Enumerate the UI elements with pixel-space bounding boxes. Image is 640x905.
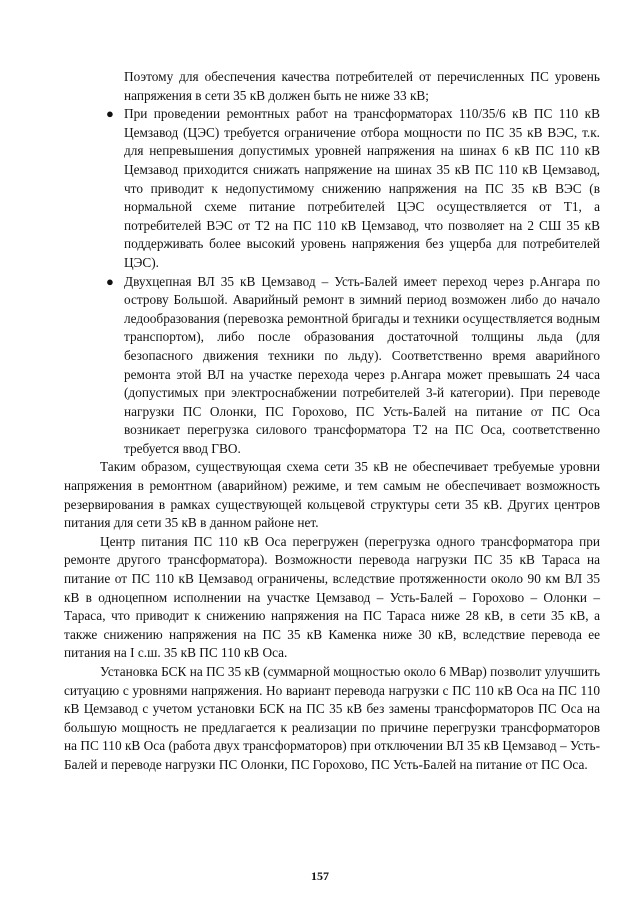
page-number: 157	[311, 869, 329, 883]
bullet-text: При проведении ремонтных работ на трансформаторах 110/35/6 кВ ПС 110 кВ Цемзавод (ЦЭС) требуется ограничение отбора мощности по ПС 35 кВ ВЭС, т.к. для непревышения допустимых уровней напряжения на шинах 6 кВ ПС 110 кВ Цемзавод приходится снижать напряжение на шинах 35 кВ ПС 110 кВ Цемзавод, что приводит к недопустимому снижению напряжения на ПС 35 кВ ВЭС (в нормальной схеме питание потребителей ЦЭС осуществляется от Т1, а потребителей ВЭС от Т2 на ПС 110 кВ Цемзавод, что позволяет на 2 СШ 35 кВ поддерживать более высокий уровень напряжения без ущерба для потребителей ЦЭС).	[124, 106, 600, 270]
bullet-list	[64, 105, 600, 458]
bullet-icon: ●	[106, 273, 114, 289]
bullet-text: Двухцепная ВЛ 35 кВ Цемзавод – Усть-Балей имеет переход через р.Ангара по острову Большой. Аварийный ремонт в зимний период возможен либо до начало ледообразования (перевозка ремонтной бригады и техники осуществляется водным транспортом), либо после образования достаточной толщины льда (для безопасного движения техники по льду). Соответственно время аварийного ремонта этой ВЛ на участке перехода через р.Ангара может превышать 24 часа (допустимых при электроснабжении потребителей 3-й категории). При переводе нагрузки ПС Олонки, ПС Горохово, ПС Усть-Балей на питание от ПС Оса возникает перегрузка силового трансформатора Т2 на ПС Оса, соответственно требуется ввод ГВО.	[124, 273, 600, 456]
bullet-item	[106, 273, 600, 459]
body-paragraph: Центр питания ПС 110 кВ Оса перегружен (перегрузка одного трансформатора при ремонте другого трансформатора). Возможности перевода нагрузки ПС 35 кВ Тараса на питание от ПС 110 кВ Цемзавод ограничены, вследствие протяженности около 90 км ВЛ 35 кВ в одноцепном исполнении на участке Цемзавод – Усть-Балей – Горохово – Олонки – Тараса, что приводит к снижению напряжения на ПС Тараса ниже 28 кВ, в сети 35 кВ, а также снижению напряжения на ПС 35 кВ Каменка ниже 30 кВ, вследствие перевода ее питания на I с.ш. 35 кВ ПС 110 кВ Оса.	[64, 533, 600, 661]
body-paragraph: Таким образом, существующая схема сети 35 кВ не обеспечивает требуемые уровни напряжения в ремонтном (аварийном) режиме, и тем самым не обеспечивает возможность резервирования в рамках существующей кольцевой структуры сети 35 кВ. Других центров питания для сети 35 кВ в данном районе нет.	[64, 459, 600, 531]
document-page	[64, 68, 600, 775]
body-paragraph: Установка БСК на ПС 35 кВ (суммарной мощностью около 6 МВар) позволит улучшить ситуацию с уровнями напряжения. Но вариант перевода нагрузки с ПС 110 кВ Оса на ПС 110 кВ Цемзавод с учетом установки БСК на ПС 35 кВ без замены трансформаторов ПС Оса на большую мощность не предлагается к реализации по причине перегрузки трансформаторов на ПС 110 кВ Оса (работа двух трансформаторов) при отключении ВЛ 35 кВ Цемзавод – Усть-Балей и переводе нагрузки ПС Олонки, ПС Горохово, ПС Усть-Балей на питание от ПС Оса.	[64, 664, 601, 772]
bullet-icon: ●	[106, 106, 114, 122]
bullet-item	[106, 105, 600, 272]
intro-paragraph: Поэтому для обеспечения качества потребителей от перечисленных ПС уровень напряжения в сети 35 кВ должен быть не ниже 33 кВ;	[124, 69, 600, 103]
